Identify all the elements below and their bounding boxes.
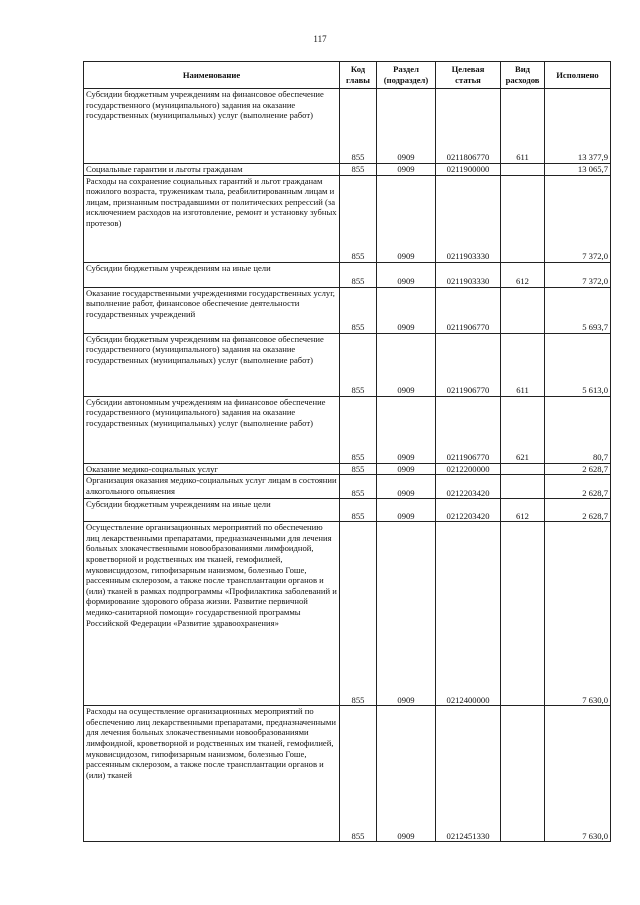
cell-name: Субсидии бюджетным учреждениям на финансовое обеспечение государственного (муниципального) задания на оказание государственных (муниципальных) услуг (выполнение работ) xyxy=(84,333,340,396)
cell-section: 0909 xyxy=(377,287,436,333)
budget-table xyxy=(83,61,611,842)
cell-name: Оказание государственными учреждениями государственных услуг, выполнение работ, финансовое обеспечение деятельности государственных учреждений xyxy=(84,287,340,333)
cell-name: Расходы на осуществление организационных мероприятий по обеспечению лиц лекарственными препаратами, предназначенными для лечения больных злокачественными новообразованиями лимфоидной, кроветворной и родственных им тканей, гемофилией, муковисцидозом, гипофизарным нанизмом, болезнью Гоше, рассеянным склерозом, а также после трансплантации органов и (или) тканей xyxy=(84,706,340,842)
cell-executed: 7 372,0 xyxy=(545,262,611,287)
cell-executed: 7 630,0 xyxy=(545,706,611,842)
cell-type xyxy=(501,522,545,706)
cell-name: Организация оказания медико-социальных услуг лицам в состоянии алкогольного опьянения xyxy=(84,475,340,499)
cell-section: 0909 xyxy=(377,262,436,287)
header-type: Вид расходов xyxy=(501,62,545,89)
table-row xyxy=(84,522,611,706)
cell-code: 855 xyxy=(340,287,377,333)
cell-target: 0212203420 xyxy=(436,499,501,522)
table-row xyxy=(84,475,611,499)
header-row xyxy=(84,62,611,89)
cell-name: Субсидии бюджетным учреждениям на иные цели xyxy=(84,499,340,522)
cell-code: 855 xyxy=(340,262,377,287)
cell-target: 0212200000 xyxy=(436,463,501,475)
cell-section: 0909 xyxy=(377,463,436,475)
cell-executed: 13 065,7 xyxy=(545,164,611,176)
table-row xyxy=(84,396,611,463)
cell-type xyxy=(501,287,545,333)
cell-name: Осуществление организационных мероприятий по обеспечению лиц лекарственными препаратами, предназначенными для лечения больных злокачественными новообразованиями лимфоидной, кроветворной и родственных им тканей, гемофилией, муковисцидозом, гипофизарным нанизмом, болезнью Гоше, рассеянным склерозом, а также после трансплантации органов и (или) тканей в рамках подпрограммы «Профилактика заболеваний и формирование здорового образа жизни. Развитие первичной медико-санитарной помощи» государственной программы Российской Федерации «Развитие здравоохранения» xyxy=(84,522,340,706)
header-code: Код главы xyxy=(340,62,377,89)
cell-executed: 2 628,7 xyxy=(545,463,611,475)
header-name: Наименование xyxy=(84,62,340,89)
cell-target: 0211903330 xyxy=(436,262,501,287)
cell-code: 855 xyxy=(340,463,377,475)
cell-target: 0211906770 xyxy=(436,287,501,333)
table-row xyxy=(84,287,611,333)
cell-executed: 2 628,7 xyxy=(545,499,611,522)
cell-code: 855 xyxy=(340,175,377,262)
cell-name: Субсидии бюджетным учреждениям на финансовое обеспечение государственного (муниципального) задания на оказание государственных (муниципальных) услуг (выполнение работ) xyxy=(84,89,340,164)
table-row xyxy=(84,164,611,176)
cell-code: 855 xyxy=(340,706,377,842)
cell-executed: 7 630,0 xyxy=(545,522,611,706)
header-section: Раздел (подраздел) xyxy=(377,62,436,89)
cell-type: 612 xyxy=(501,262,545,287)
cell-target: 0211906770 xyxy=(436,396,501,463)
cell-name: Субсидии бюджетным учреждениям на иные цели xyxy=(84,262,340,287)
cell-target: 0211906770 xyxy=(436,333,501,396)
cell-section: 0909 xyxy=(377,499,436,522)
header-executed: Исполнено xyxy=(545,62,611,89)
cell-code: 855 xyxy=(340,522,377,706)
cell-target: 0212451330 xyxy=(436,706,501,842)
cell-target: 0211903330 xyxy=(436,175,501,262)
cell-executed: 2 628,7 xyxy=(545,475,611,499)
cell-name: Социальные гарантии и льготы гражданам xyxy=(84,164,340,176)
cell-executed: 13 377,9 xyxy=(545,89,611,164)
cell-code: 855 xyxy=(340,396,377,463)
cell-section: 0909 xyxy=(377,175,436,262)
cell-type xyxy=(501,463,545,475)
cell-type xyxy=(501,475,545,499)
table-row xyxy=(84,499,611,522)
cell-target: 0212203420 xyxy=(436,475,501,499)
cell-code: 855 xyxy=(340,475,377,499)
cell-code: 855 xyxy=(340,164,377,176)
cell-type: 621 xyxy=(501,396,545,463)
cell-type xyxy=(501,164,545,176)
cell-type: 612 xyxy=(501,499,545,522)
cell-target: 0211900000 xyxy=(436,164,501,176)
cell-section: 0909 xyxy=(377,522,436,706)
cell-type: 611 xyxy=(501,333,545,396)
cell-type xyxy=(501,706,545,842)
cell-type xyxy=(501,175,545,262)
table-row xyxy=(84,89,611,164)
table-row xyxy=(84,463,611,475)
table-row xyxy=(84,706,611,842)
cell-executed: 5 613,0 xyxy=(545,333,611,396)
cell-section: 0909 xyxy=(377,164,436,176)
cell-code: 855 xyxy=(340,89,377,164)
table-row xyxy=(84,262,611,287)
cell-executed: 7 372,0 xyxy=(545,175,611,262)
cell-executed: 80,7 xyxy=(545,396,611,463)
cell-name: Субсидии автономным учреждениям на финансовое обеспечение государственного (муниципального) задания на оказание государственных (муниципальных) услуг (выполнение работ) xyxy=(84,396,340,463)
cell-executed: 5 693,7 xyxy=(545,287,611,333)
cell-section: 0909 xyxy=(377,333,436,396)
cell-code: 855 xyxy=(340,333,377,396)
table-row xyxy=(84,333,611,396)
cell-type: 611 xyxy=(501,89,545,164)
table-row xyxy=(84,175,611,262)
cell-section: 0909 xyxy=(377,396,436,463)
header-target: Целевая статья xyxy=(436,62,501,89)
cell-target: 0211806770 xyxy=(436,89,501,164)
cell-code: 855 xyxy=(340,499,377,522)
cell-target: 0212400000 xyxy=(436,522,501,706)
page-number: 117 xyxy=(313,34,327,44)
cell-section: 0909 xyxy=(377,89,436,164)
cell-section: 0909 xyxy=(377,475,436,499)
cell-section: 0909 xyxy=(377,706,436,842)
cell-name: Расходы на сохранение социальных гарантий и льгот гражданам пожилого возраста, труженикам тыла, реабилитированным лицам и лицам, признанным пострадавшими от политических репрессий (за исключением расходов на изготовление, ремонт и установку зубных протезов) xyxy=(84,175,340,262)
cell-name: Оказание медико-социальных услуг xyxy=(84,463,340,475)
